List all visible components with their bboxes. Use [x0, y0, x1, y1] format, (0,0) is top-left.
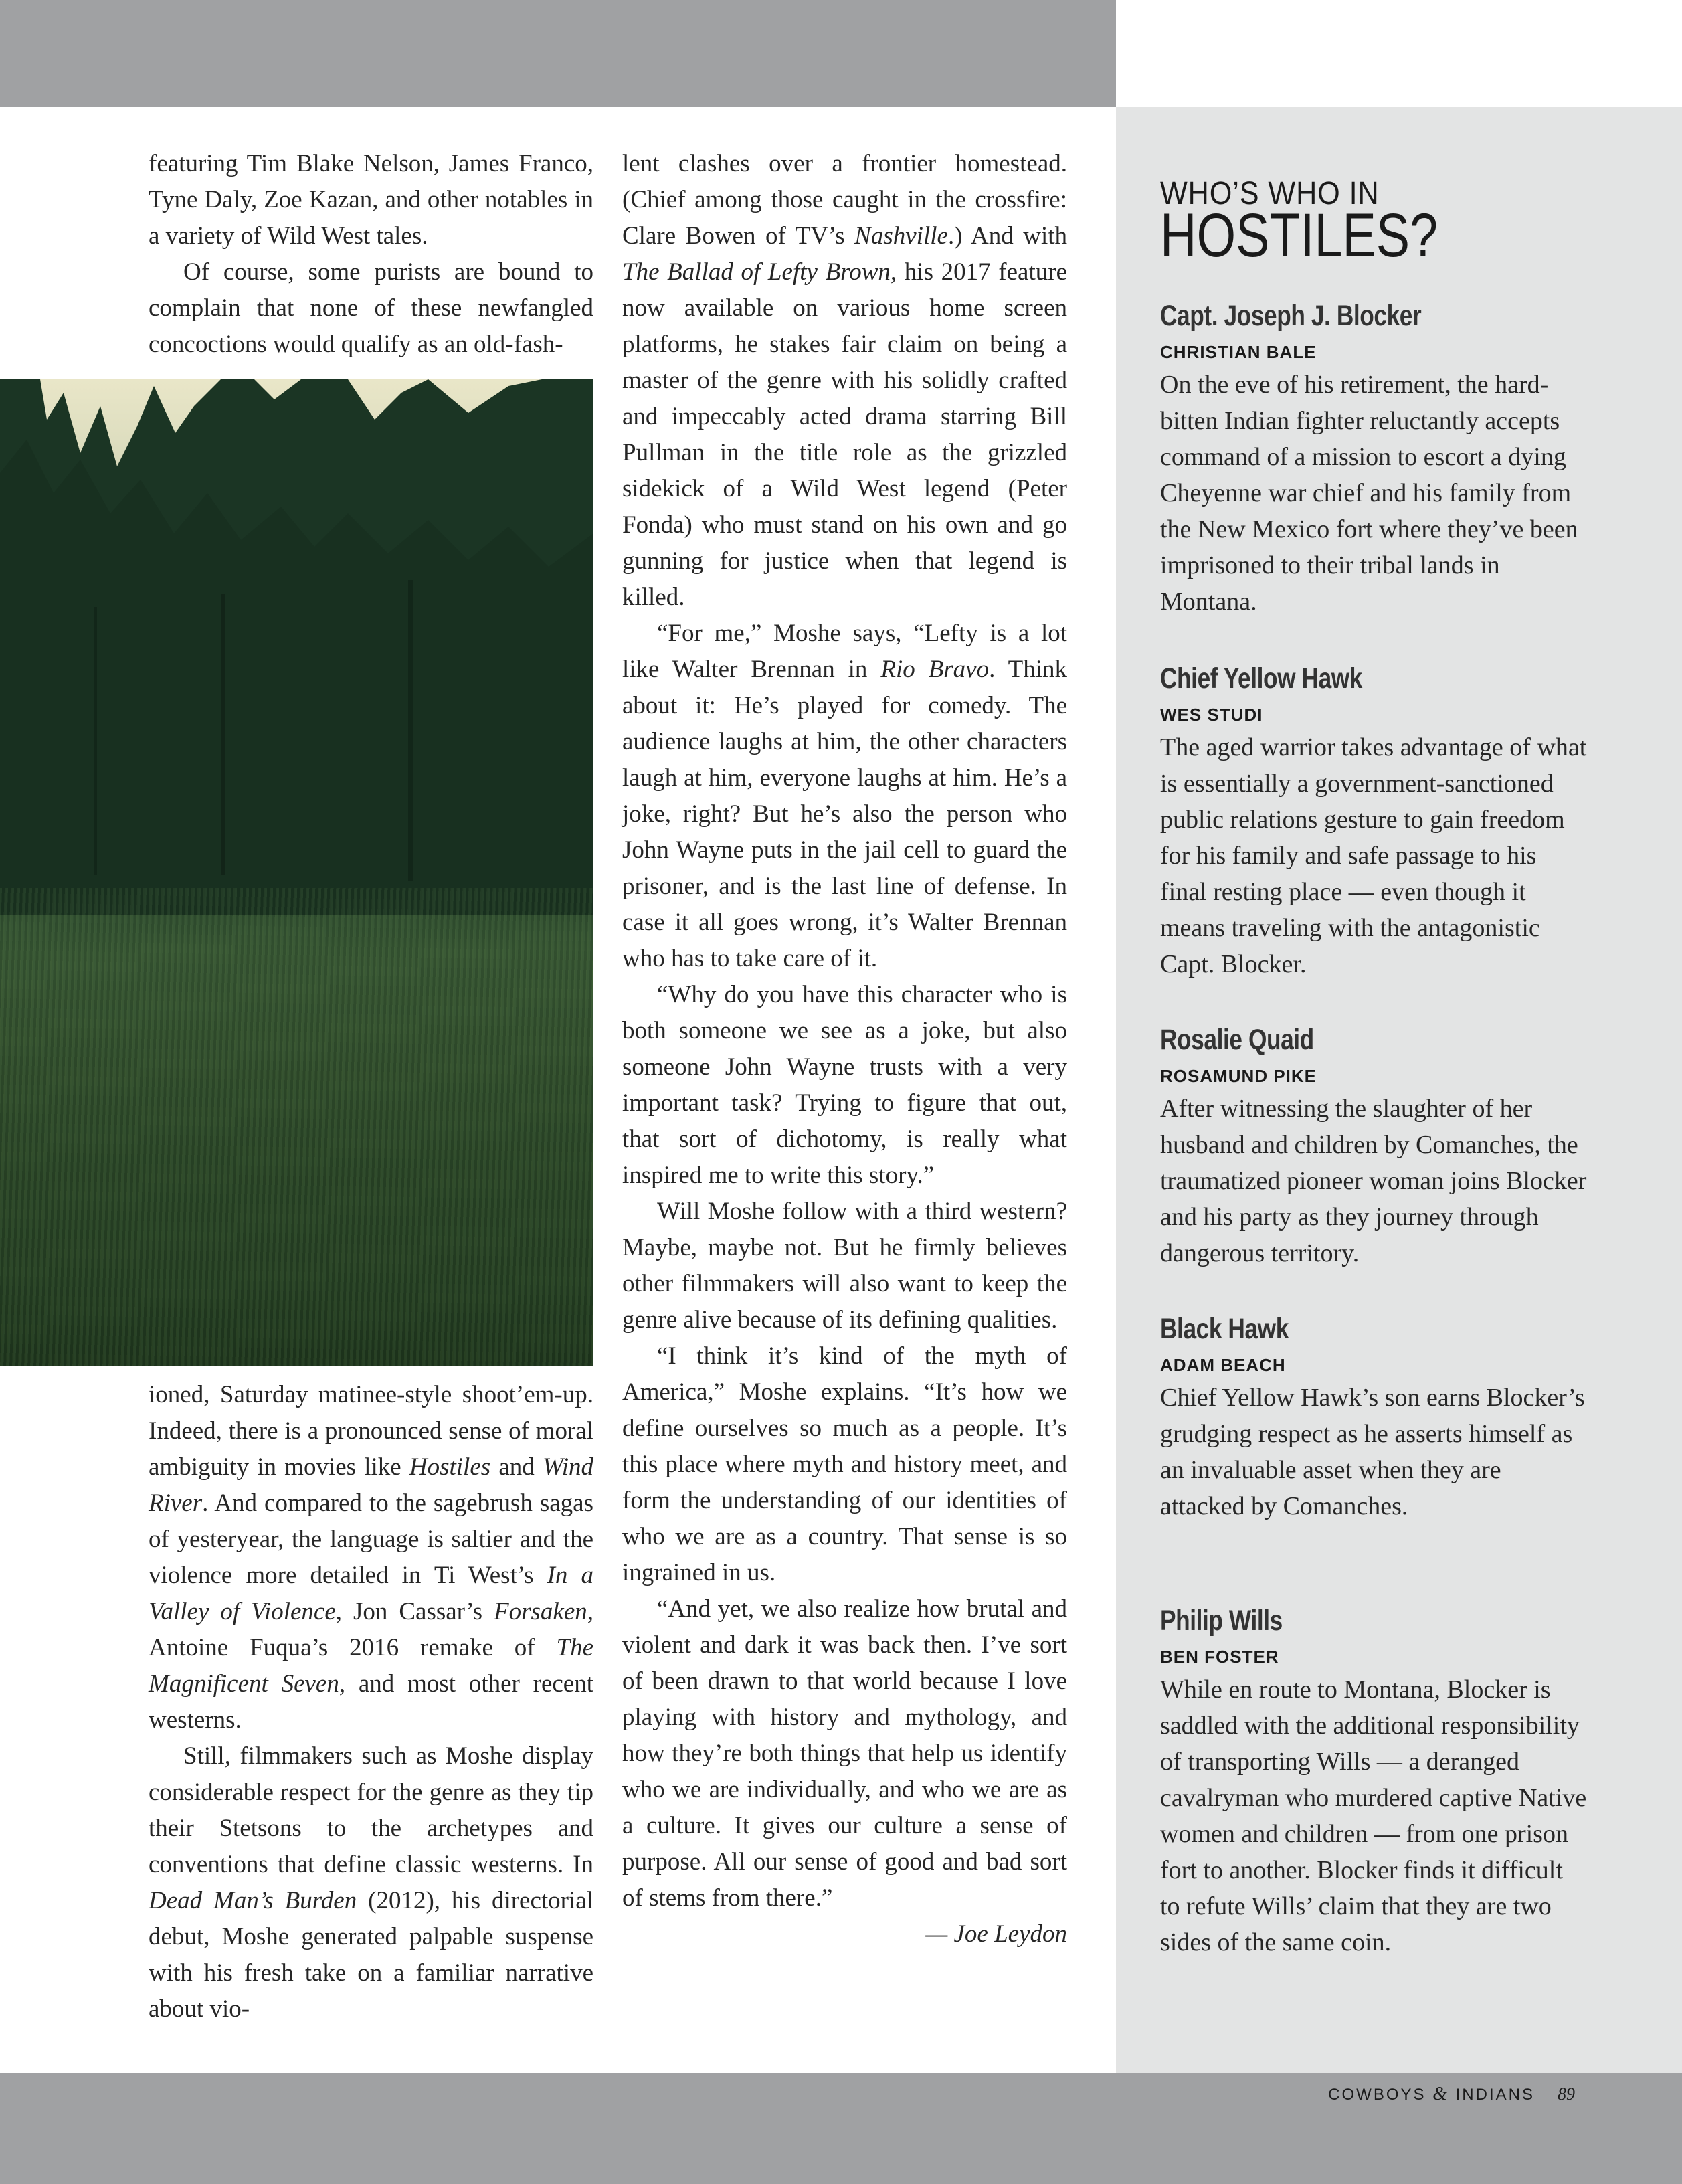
text-run: “For me,” Moshe says, “Lefty is a lot like Walter Brennan in	[622, 620, 1067, 683]
magazine-name	[1328, 2086, 1535, 2104]
character-name: Capt. Joseph J. Blocker	[1160, 300, 1422, 332]
text-run: . Think about it: He’s played for comedy. The audience laughs at him, the other characters laugh at him, everyone laughs at him. He’s a joke, right? But he’s also the person who John Wayne puts in the jail cell to guard the prisoner, and is the last line of defense. In case it all goes wrong, it’s Walter Brennan who has to take care of it.	[622, 656, 1068, 972]
character-description: The aged warrior takes advantage of what is essentially a government-sanctioned public relations gesture to gain freedom for his family and safe passage to his final resting place — even though it means traveling with the antagonistic Capt. Blocker.	[1160, 733, 1587, 978]
article-column-2	[622, 146, 1067, 1952]
character-name: Black Hawk	[1160, 1313, 1289, 1345]
sidebar-kicker: WHO’S WHO IN	[1160, 176, 1380, 211]
article-paragraph: “And yet, we also realize how brutal and violent and dark it was back then. I’ve sort of been drawn to that world because I love playing with history and mythology, and how they’re both things that help us identify who we are individually, and who we are as a culture. It gives our culture a sense of purpose. All our sense of good and bad sort of stems from there.”	[622, 1595, 1067, 1912]
cast-entry	[1160, 662, 1588, 982]
text-run: , and most other recent westerns.	[149, 1670, 593, 1734]
character-description: On the eve of his retirement, the hard-bitten Indian fighter reluctantly accepts command of a mission to escort a dying Cheyenne war chief and his family from the New Mexico fort where they’ve been imprisoned to their tribal lands in Montana.	[1160, 371, 1578, 616]
text-run: , his 2017 feature now available on various home screen platforms, he stakes fair claim on being a master of the genre with his solidly crafted and impeccably acted drama starring Bill Pullman in the title role as the grizzled sidekick of a Wild West legend (Peter Fonda) who must stand on his own and go gunning for justice when that legend is killed.	[622, 258, 1067, 611]
article-paragraph	[149, 1377, 593, 1738]
grass-field	[0, 888, 593, 1366]
text-run: , Jon Cassar’s	[335, 1598, 494, 1625]
film-title: Dead Man’s Burden	[149, 1887, 357, 1914]
page-number: 89	[1558, 2084, 1575, 2104]
cast-entry	[1160, 1313, 1588, 1524]
article-paragraph	[622, 616, 1067, 977]
character-name: Rosalie Quaid	[1160, 1024, 1314, 1056]
article-paragraph: “I think it’s kind of the myth of America,” Moshe explains. “It’s how we define ourselves so much as a people. It’s this place where myth and history meet, and form the understanding of our identities of who we are as a country. That sense is so ingrained in us.	[622, 1342, 1067, 1586]
film-title: In a Valley of Violence	[149, 1562, 593, 1625]
film-title: Wind River	[149, 1453, 593, 1517]
actor-name: WES STUDI	[1160, 705, 1263, 725]
film-title: Forsaken	[494, 1598, 587, 1625]
article-column-1-top	[149, 146, 593, 363]
actor-name: ROSAMUND PIKE	[1160, 1066, 1317, 1086]
byline: — Joe Leydon	[925, 1920, 1067, 1948]
text-run: , Antoine Fuqua’s 2016 remake of	[149, 1598, 593, 1661]
character-description: Chief Yellow Hawk’s son earns Blocker’s grudging respect as he asserts himself as an invaluable asset when they are attacked by Comanches.	[1160, 1384, 1585, 1520]
text-run: and	[490, 1453, 543, 1481]
film-title: The Magnificent Seven	[149, 1634, 593, 1698]
cast-entry	[1160, 1024, 1588, 1271]
actor-name: BEN FOSTER	[1160, 1647, 1279, 1667]
magazine-name-part: COWBOYS	[1328, 2086, 1426, 2104]
text-run: .) And with	[947, 222, 1067, 250]
article-paragraph: Of course, some purists are bound to complain that none of these newfangled concoctions would qualify as an old-fash-	[149, 258, 593, 358]
text-run: . And compared to the sagebrush sagas of yesteryear, the language is saltier and the violence more detailed in Ti West’s	[149, 1489, 593, 1589]
text-run: lent clashes over a frontier homestead. (Chief among those caught in the crossfire: Clare Bowen of TV’s	[622, 150, 1067, 250]
magazine-name-part: INDIANS	[1455, 2086, 1535, 2104]
actor-name: ADAM BEACH	[1160, 1355, 1286, 1375]
character-description: While en route to Montana, Blocker is saddled with the additional responsibility of transporting Wills — a deranged cavalryman who murdered captive Native women and children — from one prison fort to another. Blocker finds it difficult to refute Wills’ claim that they are two sides of the same coin.	[1160, 1675, 1587, 1956]
sidebar-title: HOSTILES?	[1160, 201, 1438, 270]
cast-entry	[1160, 1605, 1588, 1961]
article-paragraph: featuring Tim Blake Nelson, James Franco, Tyne Daly, Zoe Kazan, and other notables in a variety of Wild West tales.	[149, 150, 593, 250]
article-paragraph: Will Moshe follow with a third western? Maybe, maybe not. But he firmly believes other filmmakers will also want to keep the genre alive because of its defining qualities.	[622, 1198, 1067, 1334]
cast-entry	[1160, 300, 1588, 620]
page-footer	[1328, 2084, 1575, 2105]
top-color-bar	[0, 0, 1116, 107]
character-name: Chief Yellow Hawk	[1160, 662, 1362, 695]
treeline-graphic	[0, 379, 593, 915]
film-title: The Ballad of Lefty Brown	[622, 258, 891, 286]
actor-name: CHRISTIAN BALE	[1160, 342, 1317, 362]
text-run: (2012), his directorial debut, Moshe generated palpable suspense with his fresh take on a familiar narrative about vio-	[149, 1887, 593, 2023]
text-run: Still, filmmakers such as Moshe display considerable respect for the genre as they tip their Stetsons to the archetypes and conventions that define classic westerns. In	[149, 1742, 593, 1878]
text-run: ioned, Saturday matinee-style shoot’em-up. Indeed, there is a pronounced sense of moral ambiguity in movies like	[149, 1381, 593, 1481]
character-description: After witnessing the slaughter of her husband and children by Comanches, the traumatized pioneer woman joins Blocker and his party as they journey through dangerous territory.	[1160, 1095, 1587, 1267]
article-column-1-bottom	[149, 1377, 593, 2027]
film-title: Hostiles	[409, 1453, 491, 1481]
article-paragraph: “Why do you have this character who is both someone we see as a joke, but also someone John Wayne trusts with a very important task? Trying to figure that out, that sort of dichotomy, is really what inspired me to write this story.”	[622, 981, 1067, 1189]
show-title: Nashville	[854, 222, 948, 250]
forest-meadow-photo	[0, 379, 593, 1366]
character-name: Philip Wills	[1160, 1605, 1283, 1637]
ampersand: &	[1432, 2084, 1449, 2104]
film-title: Rio Bravo	[880, 656, 990, 683]
article-paragraph	[622, 146, 1067, 616]
article-paragraph	[149, 1738, 593, 2027]
